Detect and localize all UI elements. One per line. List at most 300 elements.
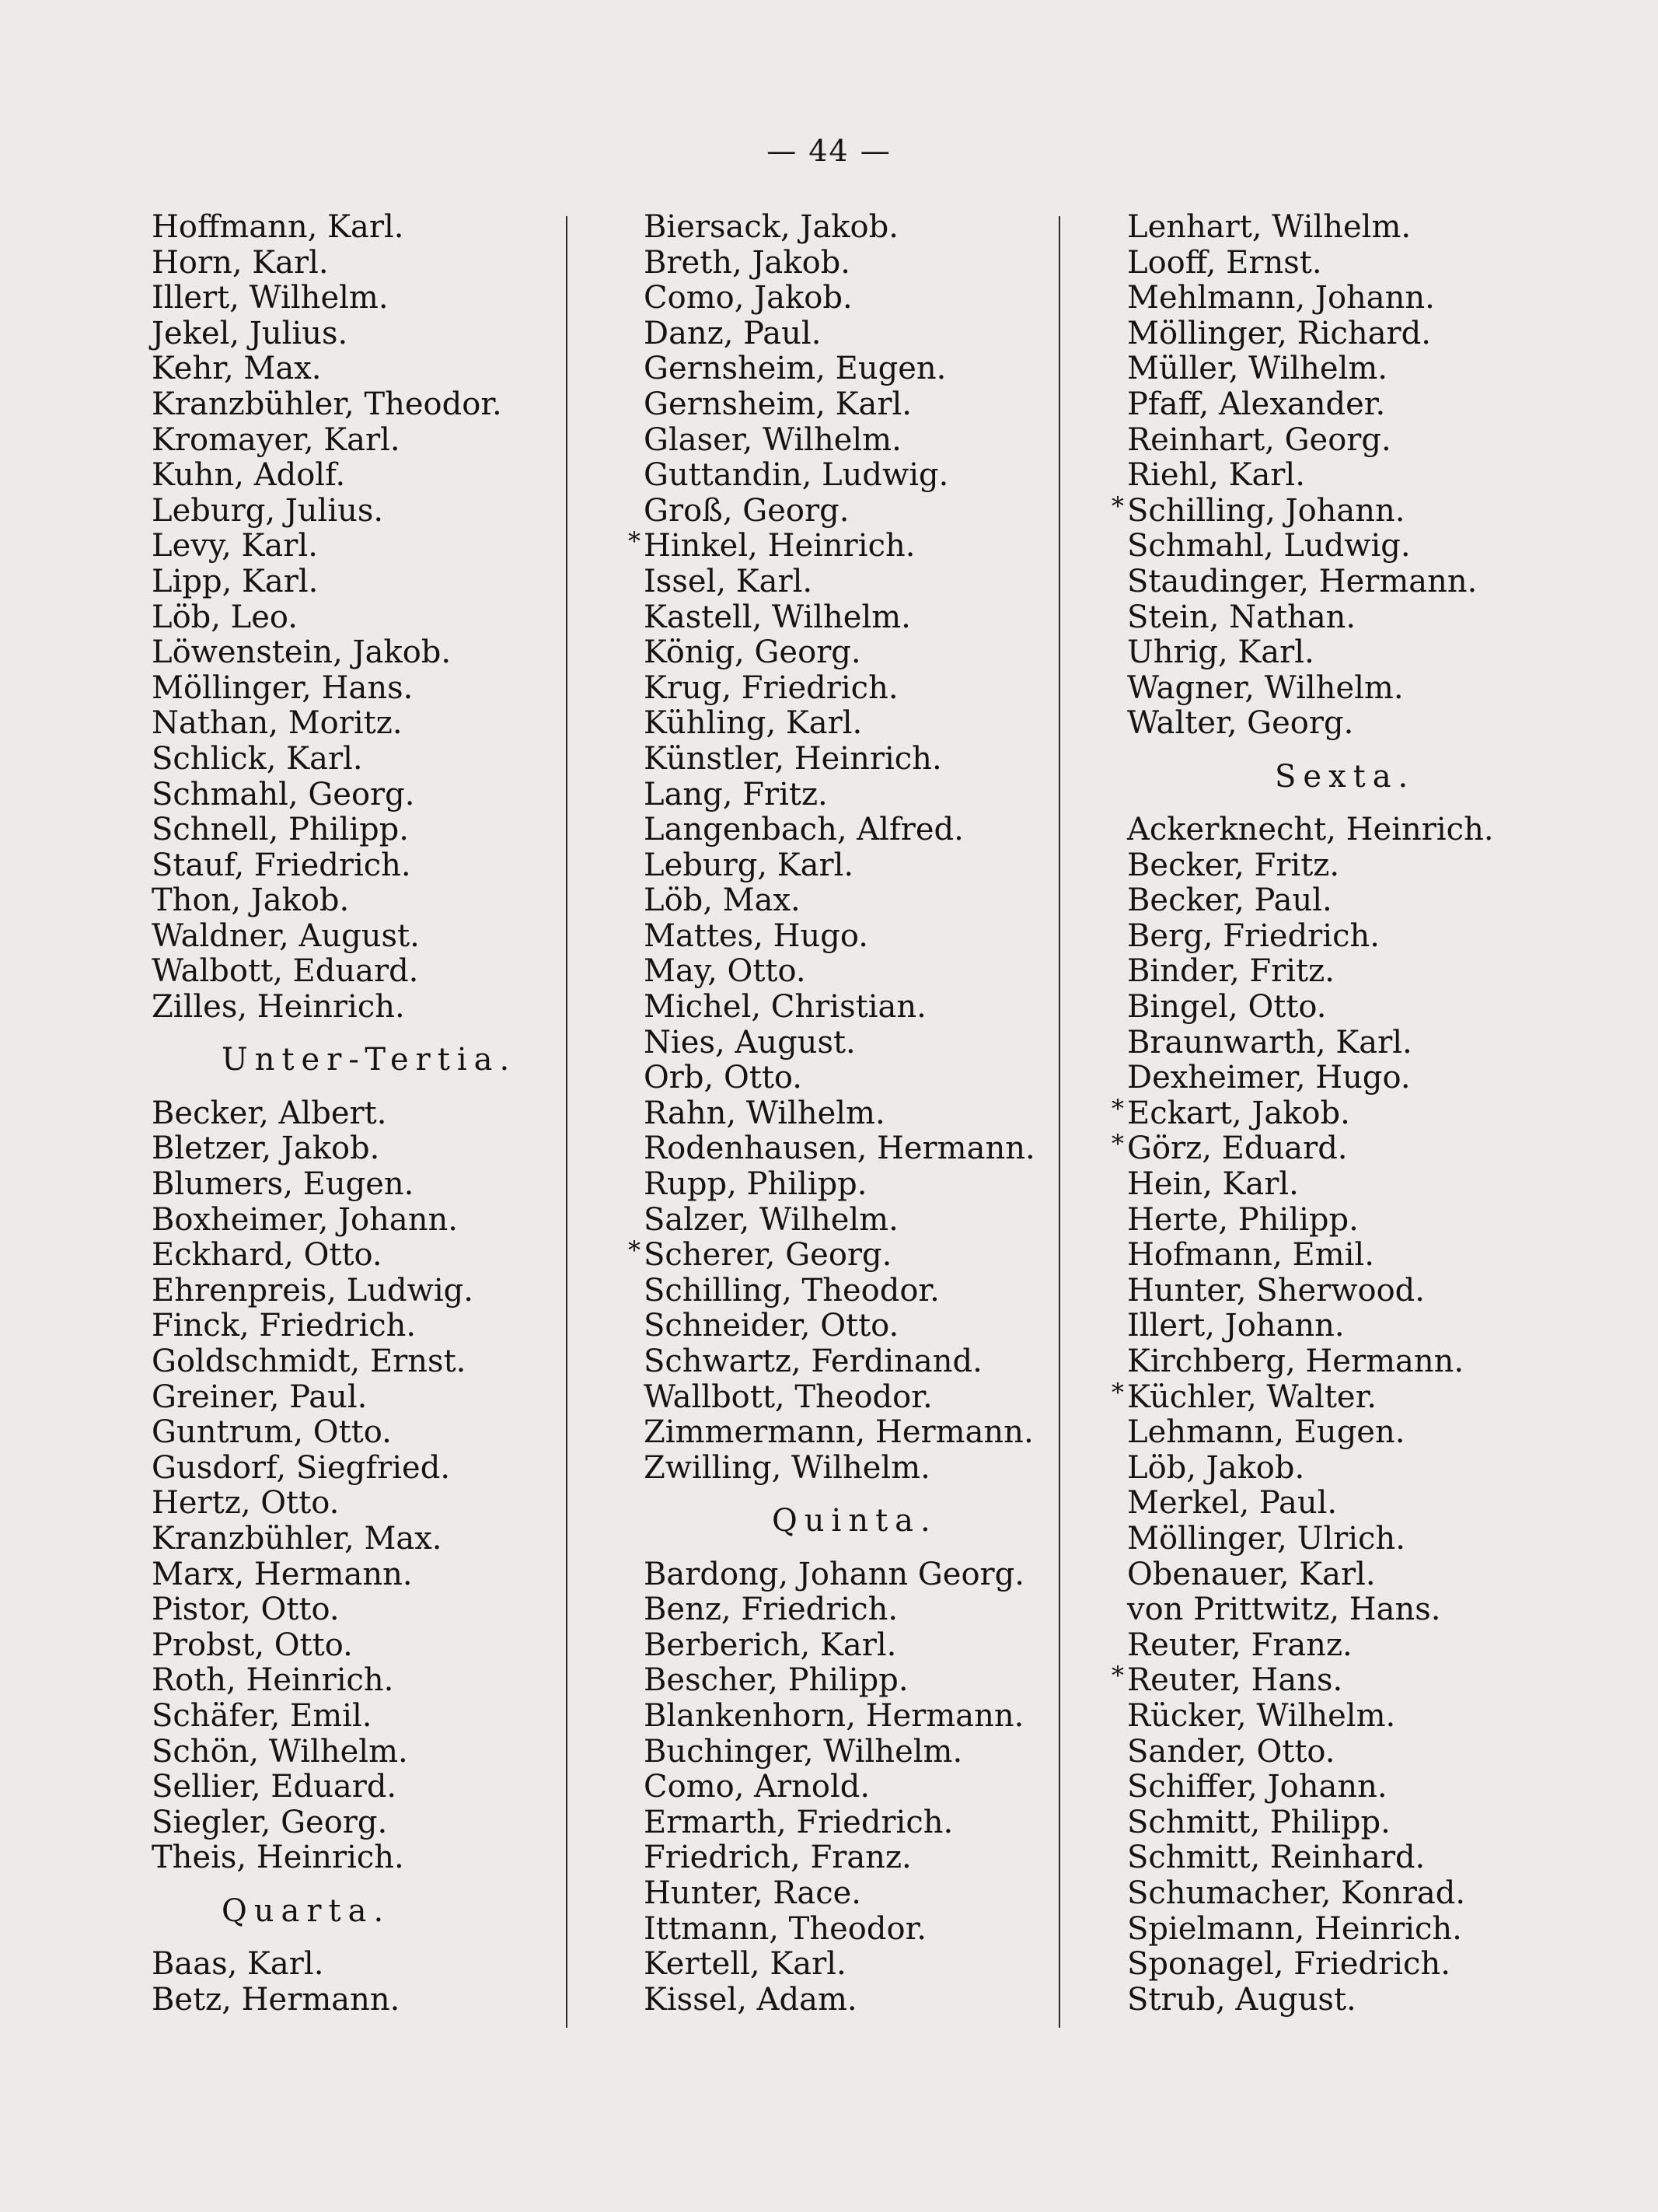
student-name: Hein, Karl. (1127, 1166, 1299, 1203)
list-item (152, 1947, 587, 1983)
asterisk-marker: * (1112, 1129, 1124, 1159)
student-name: Como, Jakob. (644, 280, 853, 316)
student-name: Sander, Otto. (1127, 1733, 1335, 1770)
list-item (644, 316, 1079, 352)
student-name: Berg, Friedrich. (1127, 917, 1380, 954)
student-name: von Prittwitz, Hans. (1127, 1592, 1441, 1628)
list-item (644, 1805, 1079, 1841)
list-item (1127, 1522, 1562, 1557)
student-name: Danz, Paul. (644, 315, 822, 351)
list-item (644, 387, 1079, 423)
list-item (152, 281, 587, 316)
student-name: Berberich, Karl. (644, 1627, 897, 1663)
student-name: Braunwarth, Karl. (1127, 1024, 1412, 1061)
list-item (644, 1274, 1079, 1309)
section-heading: Sexta. (1275, 758, 1415, 795)
student-name: Pistor, Otto. (152, 1592, 340, 1628)
list-item (1127, 1840, 1562, 1876)
student-name: Obenauer, Karl. (1127, 1556, 1376, 1592)
list-item (644, 919, 1079, 955)
student-name: Uhrig, Karl. (1127, 634, 1314, 671)
student-name: Becker, Paul. (1127, 882, 1332, 919)
list-item (152, 1415, 587, 1451)
student-name: Herte, Philipp. (1127, 1201, 1359, 1238)
list-item (1127, 1628, 1562, 1664)
student-name: Rodenhausen, Hermann. (644, 1130, 1035, 1167)
student-name: Rupp, Philipp. (644, 1166, 867, 1203)
list-item (1127, 1486, 1562, 1522)
student-name: Löb, Jakob. (1127, 1449, 1305, 1486)
student-name: Kromayer, Karl. (152, 421, 400, 458)
student-name: Schmitt, Philipp. (1127, 1804, 1391, 1840)
list-item (644, 1026, 1079, 1061)
column-3 (1112, 209, 1562, 2018)
student-name: Stauf, Friedrich. (152, 847, 411, 883)
list-item (152, 671, 587, 707)
section-heading: Quinta. (772, 1503, 937, 1539)
list-item (644, 1699, 1079, 1735)
section-heading: Unter-Tertia. (222, 1042, 517, 1078)
list-item (152, 954, 587, 990)
student-name: Biersack, Jakob. (644, 209, 899, 245)
list-item (644, 954, 1079, 990)
student-name: Eckhard, Otto. (152, 1237, 382, 1274)
list-item (152, 990, 587, 1026)
student-name: May, Otto. (644, 953, 806, 990)
student-name: Lang, Fritz. (644, 776, 828, 812)
list-item (152, 1522, 587, 1557)
asterisk-marker: * (1112, 1377, 1124, 1407)
student-name: Gernsheim, Karl. (644, 386, 912, 422)
list-item (152, 1628, 587, 1664)
student-name: Buchinger, Wilhelm. (644, 1733, 963, 1770)
student-name: Strub, August. (1127, 1981, 1356, 2018)
list-item (644, 812, 1079, 848)
student-name: Theis, Heinrich. (152, 1840, 404, 1876)
list-item (1127, 564, 1562, 600)
student-name: Ermarth, Friedrich. (644, 1804, 954, 1840)
student-name: Schäfer, Emil. (152, 1697, 372, 1734)
list-item (1127, 1947, 1562, 1983)
student-name: Bletzer, Jakob. (152, 1130, 380, 1167)
list-item (1127, 423, 1562, 459)
student-name: Riehl, Karl. (1127, 457, 1305, 494)
list-item (644, 1983, 1079, 2018)
student-name: Schlick, Karl. (152, 740, 363, 777)
student-name: Lipp, Karl. (152, 563, 319, 599)
list-item (644, 423, 1079, 459)
student-name: Schmahl, Ludwig. (1127, 528, 1411, 564)
student-name: Schilling, Theodor. (644, 1272, 940, 1309)
student-name: Lehmann, Eugen. (1127, 1414, 1405, 1451)
list-item (152, 316, 587, 352)
list-item (1127, 1203, 1562, 1239)
student-name: Nies, August. (644, 1024, 856, 1061)
list-item (1127, 316, 1562, 352)
list-item (644, 1096, 1079, 1132)
student-name: Schumacher, Konrad. (1127, 1875, 1466, 1911)
list-item (644, 1876, 1079, 1912)
list-item (644, 706, 1079, 742)
student-name: Reuter, Hans. (1127, 1662, 1343, 1699)
list-item (152, 883, 587, 919)
list-item (1127, 1699, 1562, 1735)
list-item (1127, 1912, 1562, 1948)
list-item (1127, 1876, 1562, 1912)
list-item (1112, 1129, 1562, 1167)
student-name: Gusdorf, Siegfried. (152, 1449, 451, 1486)
list-item (152, 1983, 587, 2018)
student-name: Schnell, Philipp. (152, 812, 409, 848)
student-name: Eckart, Jakob. (1127, 1095, 1350, 1131)
student-name: Müller, Wilhelm. (1127, 351, 1387, 387)
list-item (644, 564, 1079, 600)
student-name: Krug, Friedrich. (644, 669, 899, 706)
student-name: Zwilling, Wilhelm. (644, 1449, 930, 1486)
list-item (1112, 1661, 1562, 1699)
list-item (644, 1380, 1079, 1416)
student-name: Rahn, Wilhelm. (644, 1095, 885, 1131)
student-name: Hunter, Race. (644, 1875, 861, 1911)
list-item (1127, 1344, 1562, 1380)
list-item (1127, 706, 1562, 742)
student-name: Scherer, Georg. (644, 1237, 892, 1274)
student-name: König, Georg. (644, 634, 861, 671)
list-item (644, 1947, 1079, 1983)
student-name: Küchler, Walter. (1127, 1379, 1377, 1415)
student-name: Wagner, Wilhelm. (1127, 669, 1404, 706)
student-name: Zilles, Heinrich. (152, 989, 405, 1026)
student-name: Friedrich, Franz. (644, 1840, 912, 1876)
asterisk-marker: * (628, 1235, 641, 1266)
student-name: Siegler, Georg. (152, 1804, 388, 1840)
list-item (644, 458, 1079, 494)
student-name: Horn, Karl. (152, 244, 329, 281)
student-name: Kirchberg, Hermann. (1127, 1344, 1464, 1379)
list-item (152, 1380, 587, 1416)
asterisk-marker: * (628, 526, 641, 557)
student-name: Illert, Johann. (1127, 1308, 1345, 1344)
list-item (644, 494, 1079, 529)
student-name: Kissel, Adam. (644, 1981, 857, 2018)
student-name: Kehr, Max. (152, 351, 322, 387)
asterisk-marker: * (1112, 1093, 1124, 1123)
list-item (644, 1451, 1079, 1487)
list-item (644, 1203, 1079, 1239)
student-name: Goldschmidt, Ernst. (152, 1344, 466, 1379)
list-item (1127, 600, 1562, 636)
list-item (644, 1840, 1079, 1876)
student-name: Schmitt, Reinhard. (1127, 1840, 1426, 1876)
list-item (1127, 1415, 1562, 1451)
list-item (644, 210, 1079, 246)
student-name: Boxheimer, Johann. (152, 1201, 458, 1238)
list-item (1112, 1377, 1562, 1416)
student-name: Pfaff, Alexander. (1127, 386, 1386, 422)
list-item (1127, 1592, 1562, 1628)
list-item (644, 600, 1079, 636)
list-item (152, 1486, 587, 1522)
list-item (644, 1663, 1079, 1699)
column-1 (152, 210, 587, 2018)
student-name: Betz, Hermann. (152, 1981, 400, 2018)
student-name: Künstler, Heinrich. (644, 740, 942, 777)
student-name: Schmahl, Georg. (152, 776, 415, 812)
list-item (1127, 1770, 1562, 1805)
list-item (152, 1840, 587, 1876)
student-name: Merkel, Paul. (1127, 1485, 1338, 1522)
student-name: Roth, Heinrich. (152, 1662, 394, 1699)
student-name: Salzer, Wilhelm. (644, 1201, 899, 1238)
list-item (1127, 671, 1562, 707)
list-item (628, 1235, 1079, 1274)
student-name: Issel, Karl. (644, 563, 813, 599)
list-item (644, 281, 1079, 316)
list-item (1127, 210, 1562, 246)
list-item (1127, 1238, 1562, 1274)
list-item (1127, 387, 1562, 423)
student-name: Mehlmann, Johann. (1127, 280, 1435, 316)
list-item (644, 1557, 1079, 1593)
student-name: Looff, Ernst. (1127, 244, 1322, 281)
list-item (152, 848, 587, 884)
student-name: Görz, Eduard. (1127, 1130, 1348, 1167)
list-item (644, 1167, 1079, 1203)
asterisk-marker: * (1112, 1661, 1124, 1691)
list-item (152, 812, 587, 848)
student-name: Schiffer, Johann. (1127, 1769, 1387, 1805)
list-item (152, 1592, 587, 1628)
student-name: Möllinger, Richard. (1127, 315, 1431, 351)
student-name: Spielmann, Heinrich. (1127, 1910, 1462, 1947)
student-name: Benz, Friedrich. (644, 1592, 899, 1628)
list-item (644, 1061, 1079, 1096)
list-item (1127, 883, 1562, 919)
student-name: Groß, Georg. (644, 492, 850, 529)
student-name: Löb, Max. (644, 882, 801, 919)
list-item (644, 990, 1079, 1026)
student-name: Reuter, Franz. (1127, 1627, 1353, 1663)
student-name: Möllinger, Ulrich. (1127, 1520, 1405, 1557)
student-name: Ehrenpreis, Ludwig. (152, 1272, 473, 1309)
student-name: Schwartz, Ferdinand. (644, 1344, 983, 1379)
list-item (644, 1912, 1079, 1948)
student-name: Finck, Friedrich. (152, 1308, 417, 1344)
list-item (644, 848, 1079, 884)
student-name: Wallbott, Theodor. (644, 1379, 933, 1415)
student-name: Zimmermann, Hermann. (644, 1414, 1034, 1451)
student-name: Leburg, Karl. (644, 847, 854, 883)
list-item (644, 1735, 1079, 1770)
list-item (152, 742, 587, 778)
list-item (152, 1735, 587, 1770)
list-item (1127, 529, 1562, 564)
list-item (152, 564, 587, 600)
list-item (152, 635, 587, 671)
list-item (644, 1309, 1079, 1344)
list-item (1127, 954, 1562, 990)
list-item (644, 778, 1079, 813)
list-item (1127, 351, 1562, 387)
student-name: Hunter, Sherwood. (1127, 1272, 1425, 1309)
list-item (644, 1628, 1079, 1664)
student-name: Sponagel, Friedrich. (1127, 1946, 1450, 1983)
student-name: Möllinger, Hans. (152, 669, 414, 706)
student-name: Bescher, Philipp. (644, 1662, 909, 1699)
student-name: Probst, Otto. (152, 1627, 353, 1663)
list-item (152, 1167, 587, 1203)
student-name: Illert, Wilhelm. (152, 280, 389, 316)
student-name: Walbott, Eduard. (152, 953, 419, 990)
list-item (152, 458, 587, 494)
list-item (644, 635, 1079, 671)
list-item (152, 1238, 587, 1274)
student-name: Nathan, Moritz. (152, 705, 403, 742)
section-heading: Quarta. (222, 1892, 391, 1929)
student-name: Guntrum, Otto. (152, 1414, 392, 1451)
list-item (1127, 1026, 1562, 1061)
list-item (152, 1805, 587, 1841)
list-item (152, 494, 587, 529)
list-item (1127, 458, 1562, 494)
student-name: Kühling, Karl. (644, 705, 863, 742)
list-item (644, 351, 1079, 387)
list-item (152, 600, 587, 636)
list-item (644, 1770, 1079, 1805)
list-item (628, 526, 1079, 564)
list-item (1127, 812, 1562, 848)
list-item (1127, 1167, 1562, 1203)
list-item (152, 1699, 587, 1735)
list-item (152, 1131, 587, 1167)
student-name: Schön, Wilhelm. (152, 1733, 408, 1770)
list-item (152, 423, 587, 459)
student-name: Blumers, Eugen. (152, 1166, 414, 1203)
list-item (1127, 919, 1562, 955)
list-item (1127, 1805, 1562, 1841)
list-item (152, 1451, 587, 1487)
student-name: Breth, Jakob. (644, 244, 850, 281)
student-name: Kuhn, Adolf. (152, 457, 346, 494)
student-name: Dexheimer, Hugo. (1127, 1060, 1411, 1096)
student-name: Guttandin, Ludwig. (644, 457, 949, 494)
list-item (1127, 1274, 1562, 1309)
list-item (1127, 1309, 1562, 1344)
student-name: Löb, Leo. (152, 599, 298, 635)
list-item (644, 671, 1079, 707)
student-name: Gernsheim, Eugen. (644, 351, 947, 387)
list-item (152, 778, 587, 813)
list-item (1127, 1735, 1562, 1770)
student-name: Leburg, Julius. (152, 492, 384, 529)
student-name: Schneider, Otto. (644, 1308, 899, 1344)
list-item (644, 742, 1079, 778)
list-item (152, 1557, 587, 1593)
list-item (152, 1274, 587, 1309)
student-name: Walter, Georg. (1127, 705, 1354, 742)
student-name: Hinkel, Heinrich. (644, 528, 916, 564)
list-item (644, 1415, 1079, 1451)
list-item (152, 1770, 587, 1805)
student-name: Jekel, Julius. (152, 315, 348, 351)
list-item (1127, 1557, 1562, 1593)
student-name: Hertz, Otto. (152, 1485, 340, 1522)
student-name: Orb, Otto. (644, 1060, 802, 1096)
student-name: Thon, Jakob. (152, 882, 350, 919)
list-item (152, 706, 587, 742)
student-name: Marx, Hermann. (152, 1556, 413, 1592)
student-name: Ittmann, Theodor. (644, 1910, 927, 1947)
student-name: Lenhart, Wilhelm. (1127, 209, 1412, 245)
student-name: Sellier, Eduard. (152, 1769, 397, 1805)
student-name: Ackerknecht, Heinrich. (1127, 812, 1494, 848)
student-name: Bardong, Johann Georg. (644, 1556, 1024, 1592)
list-item (152, 246, 587, 281)
student-name: Langenbach, Alfred. (644, 812, 964, 848)
list-item (1127, 1451, 1562, 1487)
list-item (152, 529, 587, 564)
student-name: Bingel, Otto. (1127, 989, 1327, 1026)
student-name: Becker, Fritz. (1127, 847, 1340, 883)
list-item (644, 246, 1079, 281)
list-item (1127, 990, 1562, 1026)
student-name: Binder, Fritz. (1127, 953, 1335, 990)
student-name: Hoffmann, Karl. (152, 209, 404, 245)
list-item (152, 351, 587, 387)
student-name: Rücker, Wilhelm. (1127, 1697, 1396, 1734)
student-name: Waldner, August. (152, 917, 420, 954)
student-name: Schilling, Johann. (1127, 492, 1405, 529)
list-item (152, 387, 587, 423)
list-item (1127, 281, 1562, 316)
student-name: Reinhart, Georg. (1127, 421, 1391, 458)
list-item (1127, 246, 1562, 281)
student-name: Como, Arnold. (644, 1769, 871, 1805)
list-item (152, 1344, 587, 1380)
student-name: Staudinger, Hermann. (1127, 563, 1478, 599)
list-item (152, 1309, 587, 1344)
student-name: Mattes, Hugo. (644, 917, 868, 954)
student-name: Baas, Karl. (152, 1946, 324, 1983)
student-name: Michel, Christian. (644, 989, 927, 1026)
student-name: Kranzbühler, Max. (152, 1520, 442, 1557)
list-item (152, 1096, 587, 1132)
student-name: Hofmann, Emil. (1127, 1237, 1374, 1274)
list-item (644, 1344, 1079, 1380)
student-name: Blankenhorn, Hermann. (644, 1697, 1024, 1734)
student-name: Kertell, Karl. (644, 1946, 846, 1983)
list-item (644, 1592, 1079, 1628)
student-name: Levy, Karl. (152, 528, 318, 564)
list-item (1112, 1093, 1562, 1132)
student-name: Stein, Nathan. (1127, 599, 1356, 635)
list-item (152, 1203, 587, 1239)
list-item (644, 883, 1079, 919)
list-item (1127, 1061, 1562, 1096)
student-name: Löwenstein, Jakob. (152, 634, 452, 671)
list-item (1127, 848, 1562, 884)
student-name: Glaser, Wilhelm. (644, 421, 902, 458)
list-item (152, 210, 587, 246)
student-name: Kranzbühler, Theodor. (152, 386, 502, 422)
page-number: — 44 — (766, 134, 892, 168)
list-item (644, 1131, 1079, 1167)
student-name: Becker, Albert. (152, 1095, 387, 1131)
list-item (1127, 1983, 1562, 2018)
student-name: Kastell, Wilhelm. (644, 599, 911, 635)
list-item (1127, 635, 1562, 671)
asterisk-marker: * (1112, 491, 1124, 521)
